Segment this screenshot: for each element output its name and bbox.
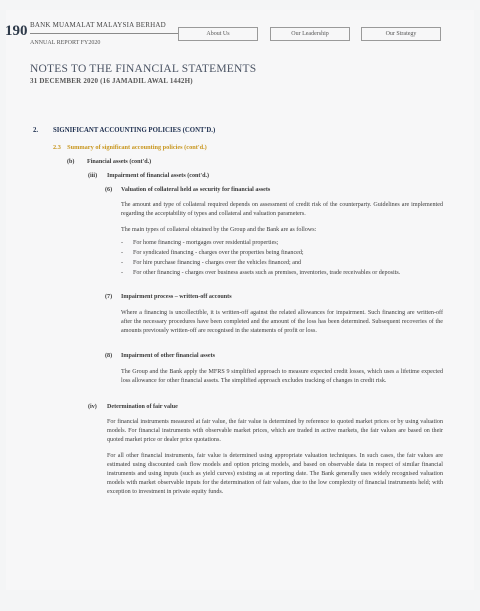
- bullet-hire-purchase: For hire purchase financing - charges over the vehicles financed; and: [133, 260, 302, 266]
- section-date: 31 DECEMBER 2020 (16 JAMADIL AWAL 1442H): [30, 77, 193, 85]
- item-6-paragraph-1: The amount and type of collateral required depends on assessment of credit risk of the counterparty. Guidelines are implemented regarding the acceptability of types and collateral and valuation parameters.: [121, 202, 443, 217]
- item-b-number: (b): [67, 159, 75, 165]
- subheading-summary: 2.3 Summary of significant accounting policies (cont'd.): [53, 144, 207, 151]
- bullet-syndicated-financing: For syndicated financing - charges over the properties being financed;: [133, 250, 304, 256]
- item-7-paragraph: Where a financing is uncollectible, it is written-off against the related allowances for impairment. Such financing are written-off after the necessary procedures have been completed and the amount of the loss has been determined. Subsequent recoveries of the amounts previously written-off are recognised in the statements of profit or loss.: [121, 310, 443, 334]
- item-8-paragraph: The Group and the Bank apply the MFRS 9 simplified approach to measure expected credit losses, which uses a lifetime expected loss allowance for other financial assets. The simplified approach excludes tracking of changes in credit risk.: [121, 369, 443, 384]
- report-name: ANNUAL REPORT FY2020: [30, 40, 101, 46]
- nav-our-leadership-button[interactable]: Our Leadership: [270, 27, 350, 41]
- bullet-dash: -: [121, 250, 124, 256]
- bullet-dash: -: [121, 270, 124, 276]
- item-iii-number: (iii): [88, 173, 98, 179]
- item-8-number: (8): [105, 353, 113, 359]
- item-b-title: Financial assets (cont'd.): [87, 159, 152, 165]
- bullet-dash: -: [121, 240, 124, 246]
- page-number: 190: [5, 23, 28, 39]
- item-7-number: (7): [105, 294, 113, 300]
- section-title: NOTES TO THE FINANCIAL STATEMENTS: [30, 63, 257, 75]
- nav-about-us-button[interactable]: About Us: [178, 27, 258, 41]
- item-iv-paragraph-2: For all other financial instruments, fair value is determined using appropriate valuation techniques. In such cases, the fair values are estimated using discounted cash flow models and option pricing models, and based on observable data in respect of similar financial instruments and using inputs (such as yield curves) existing as at reporting date. The Bank generally uses widely recognised valuation models with market observable inputs for the determination of fair values, due to the low complexity of financial instruments held; with exception to investment in private equity funds.: [107, 453, 443, 495]
- bullet-home-financing: For home financing - mortgages over residential properties;: [133, 240, 279, 246]
- item-6-paragraph-2: The main types of collateral obtained by the Group and the Bank are as follows:: [121, 227, 317, 233]
- item-iv-paragraph-1: For financial instruments measured at fair value, the fair value is determined by reference to quoted market prices or by using valuation models. For financial instruments with observable market prices, which are traded in active markets, the fair values are based on their quoted market price or dealer price quotations.: [107, 419, 443, 443]
- heading-significant-accounting-policies: SIGNIFICANT ACCOUNTING POLICIES (CONT'D.): [53, 127, 216, 134]
- item-iii-title: Impairment of financial assets (cont'd.): [107, 173, 210, 179]
- heading-number: 2.: [33, 127, 39, 134]
- bullet-dash: -: [121, 260, 124, 266]
- item-iv-title: Determination of fair value: [107, 404, 178, 410]
- item-8-title: Impairment of other financial assets: [121, 353, 215, 359]
- bullet-other-financing: For other financing - charges over business assets such as premises, inventories, trade receivables or deposits.: [133, 270, 401, 276]
- nav-our-strategy-button[interactable]: Our Strategy: [361, 27, 441, 41]
- paper-sheet: [6, 10, 474, 590]
- item-7-title: Impairment process – written-off accounts: [121, 294, 232, 300]
- bank-name: BANK MUAMALAT MALAYSIA BERHAD: [30, 21, 166, 29]
- item-iv-number: (iv): [88, 404, 97, 410]
- item-6-number: (6): [105, 187, 113, 193]
- item-6-title: Valuation of collateral held as security for financial assets: [121, 187, 271, 193]
